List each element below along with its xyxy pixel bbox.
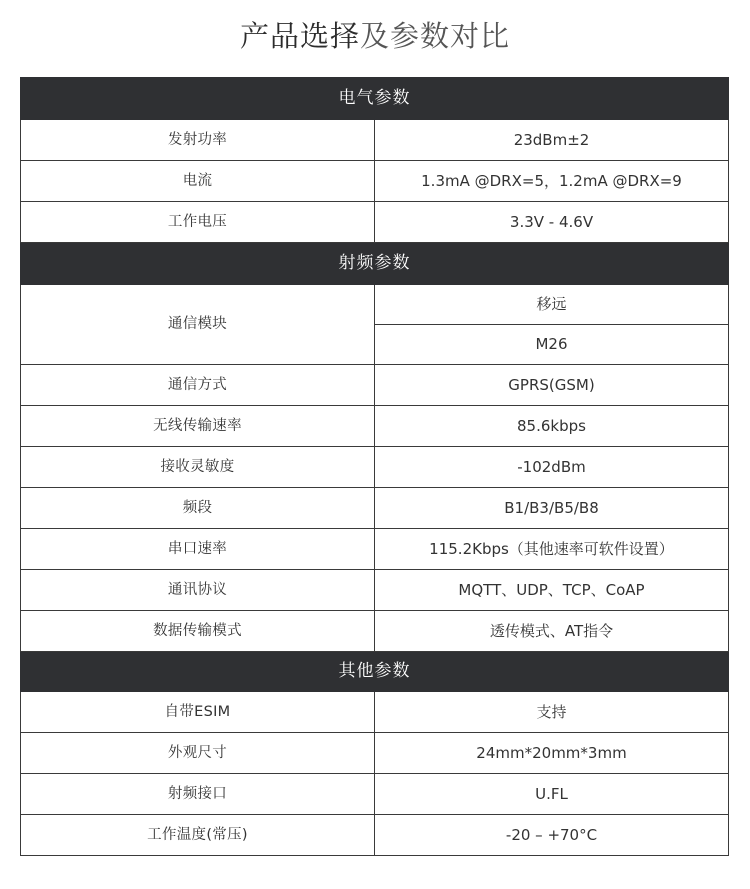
- row-label: 工作温度(常压): [21, 815, 375, 856]
- page-title-main: 产品选择: [239, 19, 360, 53]
- table-row: [21, 815, 729, 856]
- row-value: 115.2Kbps（其他速率可软件设置）: [375, 529, 729, 570]
- table-row: [21, 529, 729, 570]
- row-label: 外观尺寸: [21, 733, 375, 774]
- table-row: [21, 161, 729, 202]
- row-label: 串口速率: [21, 529, 375, 570]
- page-title-sub: 及参数对比: [360, 19, 511, 53]
- table-row: [21, 447, 729, 488]
- section-title: 射频参数: [21, 243, 729, 285]
- row-value: 23dBm±2: [375, 120, 729, 161]
- row-value: 3.3V - 4.6V: [375, 202, 729, 243]
- row-label: 通讯协议: [21, 570, 375, 611]
- row-label: 电流: [21, 161, 375, 202]
- row-value: -102dBm: [375, 447, 729, 488]
- table-row: [21, 611, 729, 652]
- section-header-other: [21, 652, 729, 692]
- row-label: 工作电压: [21, 202, 375, 243]
- table-row: [21, 285, 729, 325]
- row-value: MQTT、UDP、TCP、CoAP: [375, 570, 729, 611]
- table-row: [21, 365, 729, 406]
- row-value: 24mm*20mm*3mm: [375, 733, 729, 774]
- row-label: 通信方式: [21, 365, 375, 406]
- table-row: [21, 570, 729, 611]
- row-label: 射频接口: [21, 774, 375, 815]
- section-header-electrical: [21, 78, 729, 120]
- table-row: [21, 733, 729, 774]
- row-label: 发射功率: [21, 120, 375, 161]
- row-value: M26: [375, 325, 729, 365]
- page-title: [0, 14, 750, 58]
- row-value: GPRS(GSM): [375, 365, 729, 406]
- table-row: [21, 692, 729, 733]
- table-row: [21, 120, 729, 161]
- row-value: 85.6kbps: [375, 406, 729, 447]
- table-row: [21, 774, 729, 815]
- spec-table: [20, 77, 729, 856]
- row-value: 1.3mA @DRX=5，1.2mA @DRX=9: [375, 161, 729, 202]
- row-label: 数据传输模式: [21, 611, 375, 652]
- row-label: 频段: [21, 488, 375, 529]
- section-title: 其他参数: [21, 652, 729, 692]
- table-row: [21, 488, 729, 529]
- row-value: 移远: [375, 285, 729, 325]
- section-header-rf: [21, 243, 729, 285]
- table-row: [21, 406, 729, 447]
- row-value: -20 – +70°C: [375, 815, 729, 856]
- table-row: [21, 202, 729, 243]
- row-label: 无线传输速率: [21, 406, 375, 447]
- row-label: 自带ESIM: [21, 692, 375, 733]
- row-value: 支持: [375, 692, 729, 733]
- row-value: 透传模式、AT指令: [375, 611, 729, 652]
- row-label: 通信模块: [21, 285, 375, 365]
- section-title: 电气参数: [21, 78, 729, 120]
- row-label: 接收灵敏度: [21, 447, 375, 488]
- row-value: B1/B3/B5/B8: [375, 488, 729, 529]
- row-value: U.FL: [375, 774, 729, 815]
